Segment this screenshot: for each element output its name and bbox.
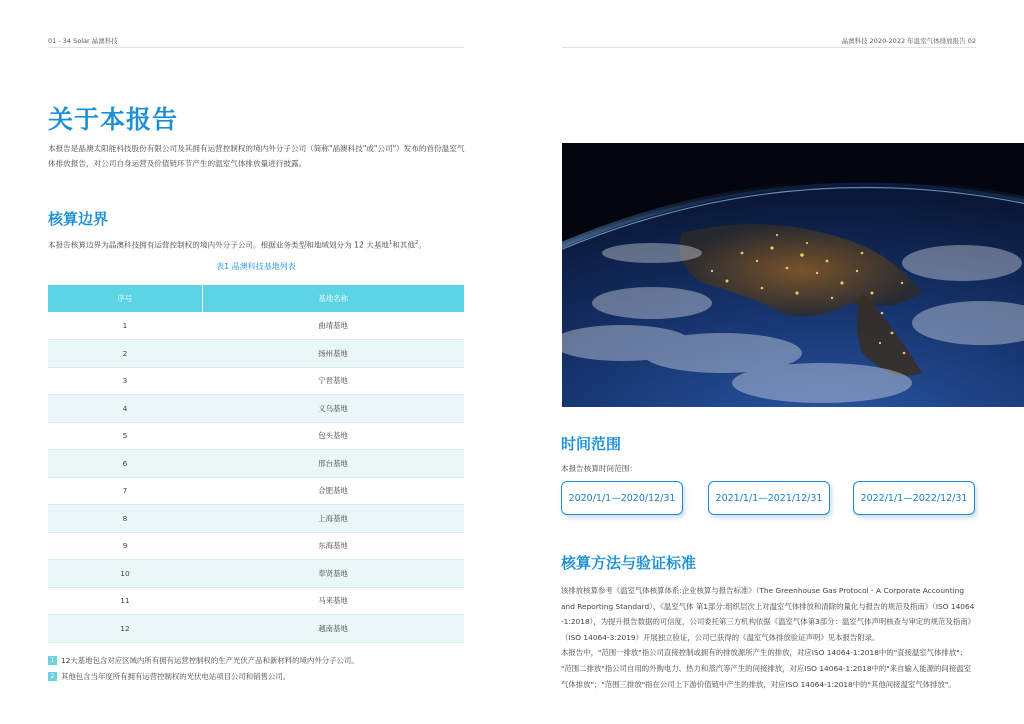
table-row <box>48 367 464 395</box>
row-base-name: 奉贤基地 <box>202 560 464 588</box>
boundary-text-mid: 和其他 <box>392 240 415 250</box>
table-row <box>48 615 464 643</box>
row-index: 8 <box>48 505 202 533</box>
method-line: "范围二排放"指公司自用的外购电力、热力和蒸汽等产生的间接排放，对应ISO 14064-1:2018中的"来自输入能源的间接温室 <box>561 663 971 673</box>
earth-night-image <box>562 143 1024 407</box>
column-header-base-name: 基地名称 <box>202 285 464 312</box>
row-base-name: 曲靖基地 <box>202 312 464 340</box>
footnote <box>48 652 466 668</box>
row-base-name: 马来基地 <box>202 587 464 615</box>
method-line: 本报告中，"范围一排放"指公司直接控制或拥有的排放源所产生的排放，对应ISO 14064-1:2018中的"直接温室气体排放"； <box>561 648 968 658</box>
footnotes <box>48 652 466 684</box>
method-paragraph <box>561 583 979 692</box>
row-base-name: 越南基地 <box>202 615 464 643</box>
row-base-name: 合肥基地 <box>202 477 464 505</box>
table-row <box>48 422 464 450</box>
method-heading: 核算方法与验证标准 <box>561 554 697 572</box>
row-index: 5 <box>48 422 202 450</box>
row-index: 6 <box>48 450 202 478</box>
row-index: 3 <box>48 367 202 395</box>
row-index: 12 <box>48 615 202 643</box>
table-row <box>48 395 464 423</box>
table-header-row <box>48 285 464 312</box>
row-base-name: 邢台基地 <box>202 450 464 478</box>
row-base-name: 东海基地 <box>202 532 464 560</box>
column-header-index: 序号 <box>48 285 202 312</box>
table-row <box>48 312 464 340</box>
period-box-2021: 2021/1/1—2021/12/31 <box>708 481 830 515</box>
intro-paragraph: 本报告是晶澳太阳能科技股份有限公司及其拥有运营控制权的境内外分子公司（简称"晶澳科技"或"公司"）发布的首份温室气体排放报告，对公司自身运营及价值链环节产生的温室气体排放量进行披露。 <box>48 144 465 168</box>
table-row <box>48 505 464 533</box>
table-row <box>48 340 464 368</box>
row-base-name: 宁晋基地 <box>202 367 464 395</box>
row-index: 4 <box>48 395 202 423</box>
method-line: （ISO 14064-3:2019）开展独立验证，公司已获得的《温室气体排放验证声明》见本报告附录。 <box>561 632 880 642</box>
method-line: 气体排放"；"范围三排放"指在公司上下游价值链中产生的排放，对应ISO 14064-1:2018中的"其他间接温室气体排放"。 <box>561 679 956 689</box>
row-index: 7 <box>48 477 202 505</box>
row-base-name: 扬州基地 <box>202 340 464 368</box>
header-right-text: 晶澳科技 2020-2022 年温室气体排放报告 02 <box>841 37 976 45</box>
header-left-text: 01 - 34 Solar 晶澳科技 <box>48 37 118 45</box>
table-row <box>48 477 464 505</box>
period-box-2020: 2020/1/1—2020/12/31 <box>561 481 683 515</box>
page-title: 关于本报告 <box>48 105 179 134</box>
row-base-name: 包头基地 <box>202 422 464 450</box>
period-box-2022: 2022/1/1—2022/12/31 <box>853 481 975 515</box>
header-divider-left <box>48 47 464 48</box>
table-caption: 表1 晶澳科技基地列表 <box>216 262 296 271</box>
header-divider-right <box>562 47 976 48</box>
footnote-ref-1: 1 <box>389 240 393 246</box>
method-line: and Reporting Standard）、《温室气体 第1部分:组织层次上对温室气体排放和清除的量化与报告的规范及指南》（ISO 14064 <box>561 601 975 611</box>
time-range-heading: 时间范围 <box>561 435 622 453</box>
row-base-name: 上海基地 <box>202 505 464 533</box>
earth-photo <box>562 143 1024 407</box>
bases-table <box>48 285 464 643</box>
footnote-text: 其他包含当年度所有拥有运营控制权的光伏电站项目公司和销售公司。 <box>61 671 291 681</box>
footnote-ref-2: 2 <box>415 240 419 246</box>
row-index: 10 <box>48 560 202 588</box>
method-line: -1:2018），为提升报告数据的可信度，公司委托第三方机构依据《温室气体第3部分：温室气体声明核查与审定的规范及指南》 <box>561 617 975 627</box>
footnote-number: 1 <box>48 656 57 665</box>
table-row <box>48 532 464 560</box>
boundary-heading: 核算边界 <box>48 210 109 228</box>
time-range-text: 本报告核算时间范围： <box>561 464 637 473</box>
method-line: 该排放核算参考《温室气体核算体系:企业核算与报告标准》（The Greenhouse Gas Protocol - A Corporate Accounting <box>561 586 965 595</box>
footnote-number: 2 <box>48 672 57 681</box>
row-index: 11 <box>48 587 202 615</box>
boundary-text-main: 本报告核算边界为晶澳科技拥有运营控制权的境内外分子公司。根据业务类型和地域划分为 12 大基地 <box>48 240 390 250</box>
boundary-paragraph <box>48 236 466 253</box>
row-base-name: 义乌基地 <box>202 395 464 423</box>
row-index: 1 <box>48 312 202 340</box>
table-row <box>48 450 464 478</box>
table-row <box>48 587 464 615</box>
table-row <box>48 560 464 588</box>
footnote-text: 12大基地包含对应区域内所有拥有运营控制权的生产光伏产品和新材料的境内外分子公司。 <box>61 655 359 665</box>
row-index: 2 <box>48 340 202 368</box>
boundary-text-end: 。 <box>418 240 426 250</box>
footnote <box>48 668 466 684</box>
row-index: 9 <box>48 532 202 560</box>
